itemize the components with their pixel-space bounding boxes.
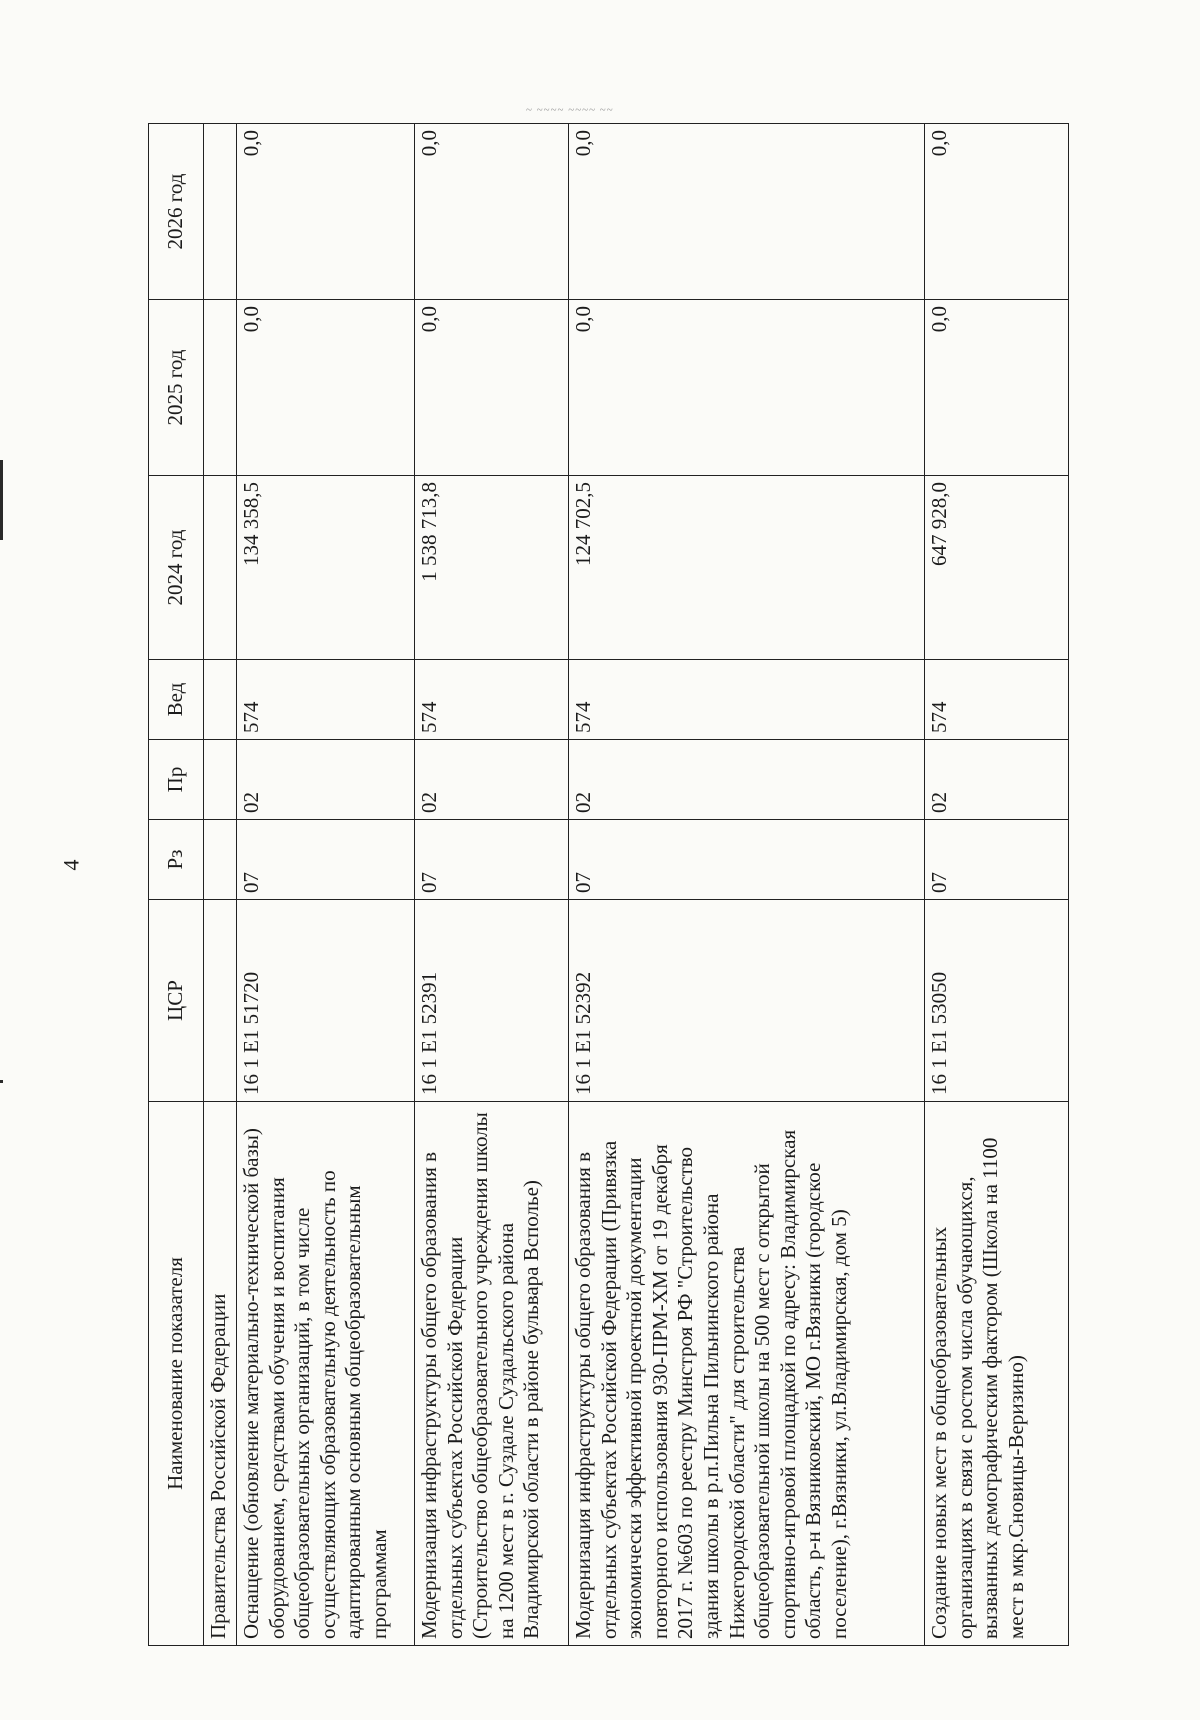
row-2025: 0,0 [415, 300, 569, 476]
header-name: Наименование показателя [149, 1102, 204, 1646]
row-2025: 0,0 [569, 300, 925, 476]
row-ved: 574 [569, 660, 925, 740]
row-ved: 574 [415, 660, 569, 740]
row-pr: 02 [237, 740, 415, 820]
header-ved: Вед [149, 660, 204, 740]
row-2025: 0,0 [925, 300, 1069, 476]
row-2024: 124 702,5 [569, 476, 925, 660]
faint-stamp-text: ~ ~~~~ ~~~~ ~~ [526, 104, 614, 116]
row-rz: 07 [925, 820, 1069, 900]
row-2024: 647 928,0 [925, 476, 1069, 660]
scan-edge-mark [0, 460, 3, 540]
row-2026: 0,0 [925, 124, 1069, 300]
section-row [204, 124, 237, 1646]
row-ved: 574 [925, 660, 1069, 740]
row-pr: 02 [415, 740, 569, 820]
row-pr: 02 [569, 740, 925, 820]
table-header-row [149, 124, 204, 1646]
row-ved: 574 [237, 660, 415, 740]
row-2024: 134 358,5 [237, 476, 415, 660]
row-csr: 16 1 E1 53050 [925, 900, 1069, 1102]
table-row [415, 124, 569, 1646]
header-rz: Рз [149, 820, 204, 900]
table-row [925, 124, 1069, 1646]
header-2026: 2026 год [149, 124, 204, 300]
row-rz: 07 [237, 820, 415, 900]
row-csr: 16 1 E1 51720 [237, 900, 415, 1102]
budget-table [148, 123, 1069, 1646]
scan-edge-mark-small [0, 1080, 3, 1083]
table-row [569, 124, 925, 1646]
header-pr: Пр [149, 740, 204, 820]
row-name: Модернизация инфраструктуры общего образования в отдельных субъектах Российской Федерации (Привязка экономически эффективной проектной документации повторного использования 930-ПРМ-ХМ от 19 декабря 2017 г. №603 по реестру Минстроя РФ "Строительство здания школы в р.п.Пильна Пильнинского района Нижегородской области" для строительства общеобразовательной школы на 500 мест с открытой спортивно-игровой площадкой по адресу: Владимирская область, р-н Вязниковский, МО г.Вязники (городское поселение), г.Вязники, ул.Владимирская, дом 5) [569, 1102, 925, 1646]
row-rz: 07 [569, 820, 925, 900]
row-pr: 02 [925, 740, 1069, 820]
row-csr: 16 1 E1 52392 [569, 900, 925, 1102]
row-2025: 0,0 [237, 300, 415, 476]
header-2025: 2025 год [149, 300, 204, 476]
row-2026: 0,0 [415, 124, 569, 300]
row-2026: 0,0 [569, 124, 925, 300]
header-2024: 2024 год [149, 476, 204, 660]
row-2024: 1 538 713,8 [415, 476, 569, 660]
row-name: Оснащение (обновление материально-технической базы) оборудованием, средствами обучения и воспитания общеобразовательных организаций, в том числе осуществляющих образовательную деятельность по адаптированным основным общеобразовательным программам [237, 1102, 415, 1646]
section-label: Правительства Российской Федерации [204, 1102, 237, 1646]
row-name: Создание новых мест в общеобразовательных организациях в связи с ростом числа обучающихся, вызванных демографическим фактором (Школа на 1100 мест в мкр.Сновицы-Веризино) [925, 1102, 1069, 1646]
table-row [237, 124, 415, 1646]
rotated-table-container [148, 124, 1058, 1646]
row-2026: 0,0 [237, 124, 415, 300]
row-name: Модернизация инфраструктуры общего образования в отдельных субъектах Российской Федерации (Строительство общеобразовательного учреждения школы на 1200 мест в г. Суздале Суздальского района Владимирской области в районе бульвара Всполье) [415, 1102, 569, 1646]
row-rz: 07 [415, 820, 569, 900]
row-csr: 16 1 E1 52391 [415, 900, 569, 1102]
page-number: 4 [58, 859, 84, 871]
header-csr: ЦСР [149, 900, 204, 1102]
